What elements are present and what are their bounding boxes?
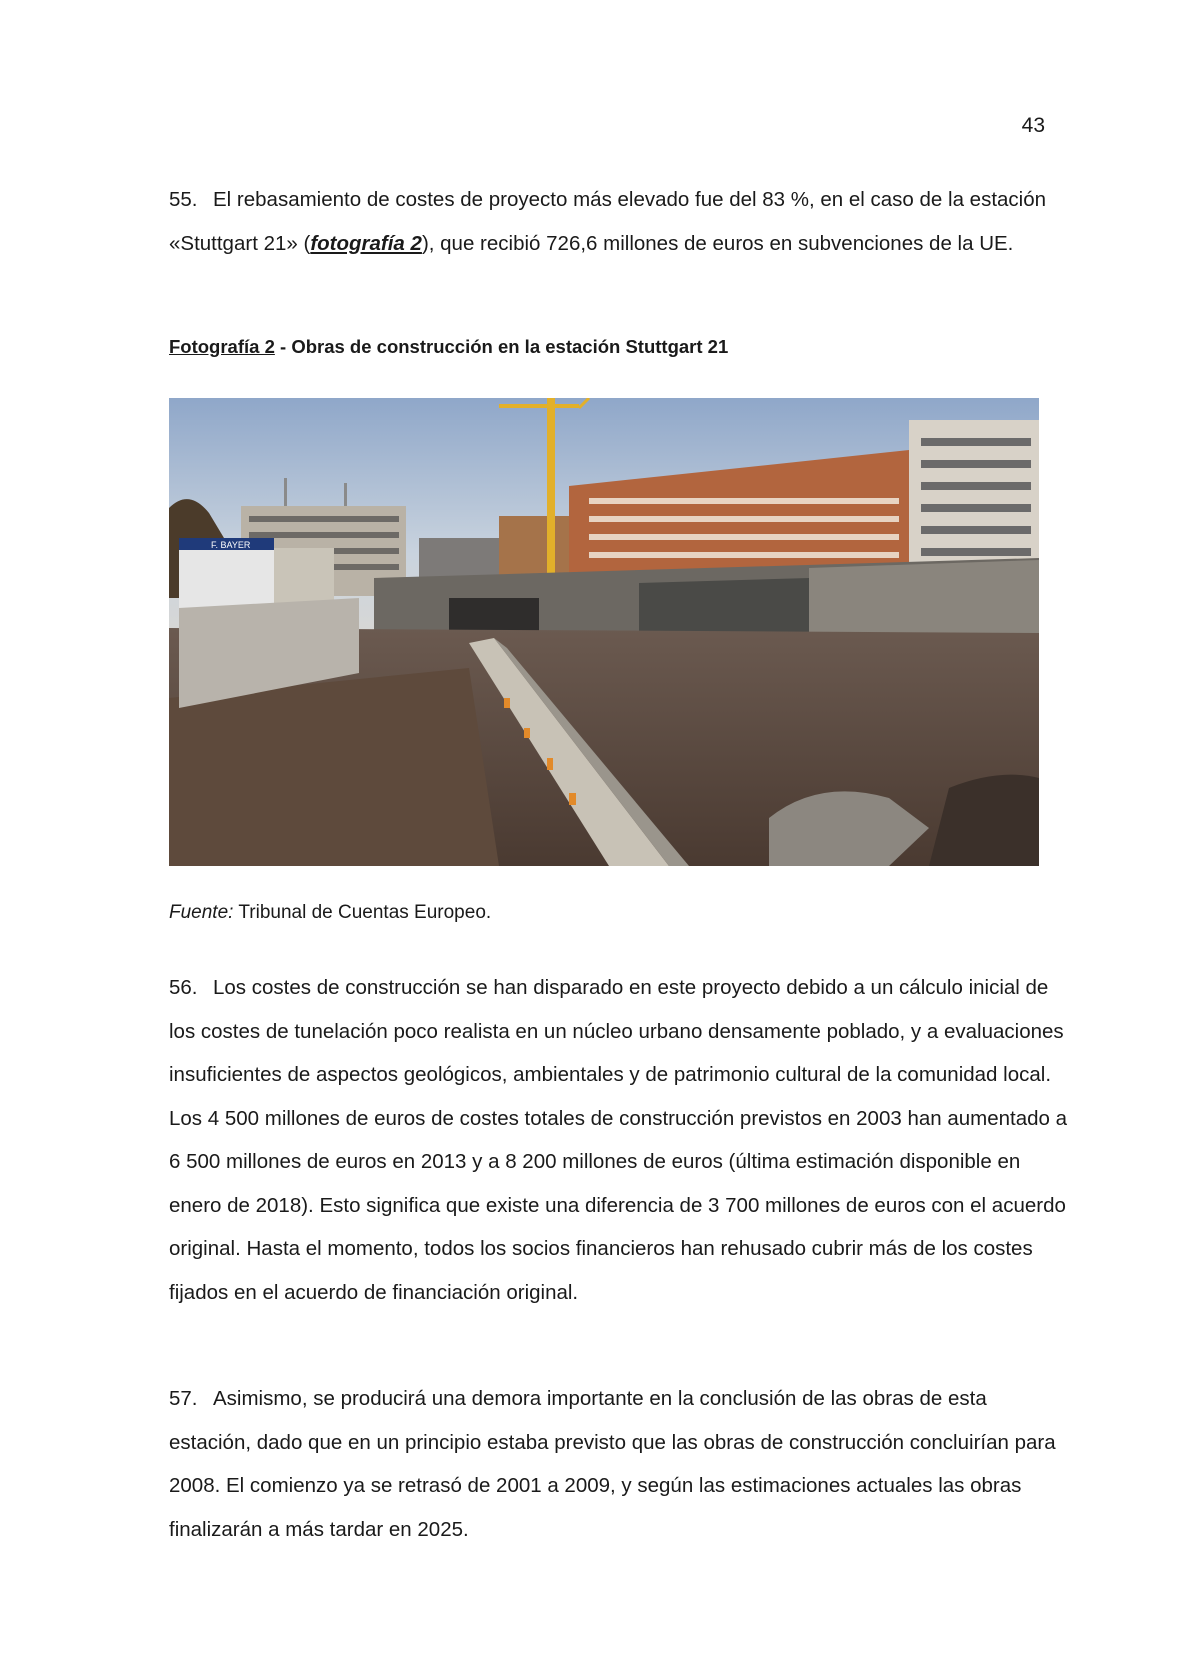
paragraph-number: 56.	[169, 976, 198, 999]
source-text: Tribunal de Cuentas Europeo.	[233, 902, 492, 923]
construction-photo	[169, 398, 1039, 866]
paragraph-text: Asimismo, se producirá una demora importante en la conclusión de las obras de esta estación, dado que en un principio estaba previsto que las obras de construcción concluirían para 2008. El comienzo ya se retrasó de 2001 a 2009, y según las estimaciones actuales las obras finalizarán a más tardar en 2025.	[169, 1387, 1056, 1541]
paragraph-number: 57.	[169, 1387, 198, 1410]
truck-lettering: F. BAYER	[211, 540, 251, 550]
source-label: Fuente:	[169, 902, 234, 923]
paragraph-text: Los costes de construcción se han disparado en este proyecto debido a un cálculo inicial de los costes de tunelación poco realista en un núcleo urbano densamente poblado, y a evaluaciones insuficientes de aspectos geológicos, ambientales y de patrimonio cultural de la comunidad local. Los 4 500 millones de euros de costes totales de construcción previstos en 2003 han aumentado a 6 500 millones de euros en 2013 y a 8 200 millones de euros (última estimación disponible en enero de 2018). Esto significa que existe una diferencia de 3 700 millones de euros con el acuerdo original. Hasta el momento, todos los socios financieros han rehusado cubrir más de los costes fijados en el acuerdo de financiación original.	[169, 976, 1068, 1304]
photo-2-link[interactable]: fotografía 2	[310, 231, 422, 255]
paragraph-55	[169, 178, 1069, 265]
paragraph-number: 55.	[169, 188, 198, 211]
figure-caption-link[interactable]: Fotografía 2	[169, 336, 275, 357]
paragraph-56	[169, 966, 1069, 1314]
figure-caption-text: - Obras de construcción en la estación Stuttgart 21	[274, 336, 729, 357]
page-number: 43	[1021, 114, 1045, 137]
paragraph-text: El rebasamiento de costes de proyecto más elevado fue del 83 %, en el caso de la estación «Stuttgart 21» (	[169, 188, 1047, 255]
figure-source	[169, 902, 491, 924]
paragraph-text: ), que recibió 726,6 millones de euros en subvenciones de la UE.	[421, 231, 1014, 255]
figure-caption	[169, 336, 728, 358]
paragraph-57	[169, 1377, 1069, 1551]
